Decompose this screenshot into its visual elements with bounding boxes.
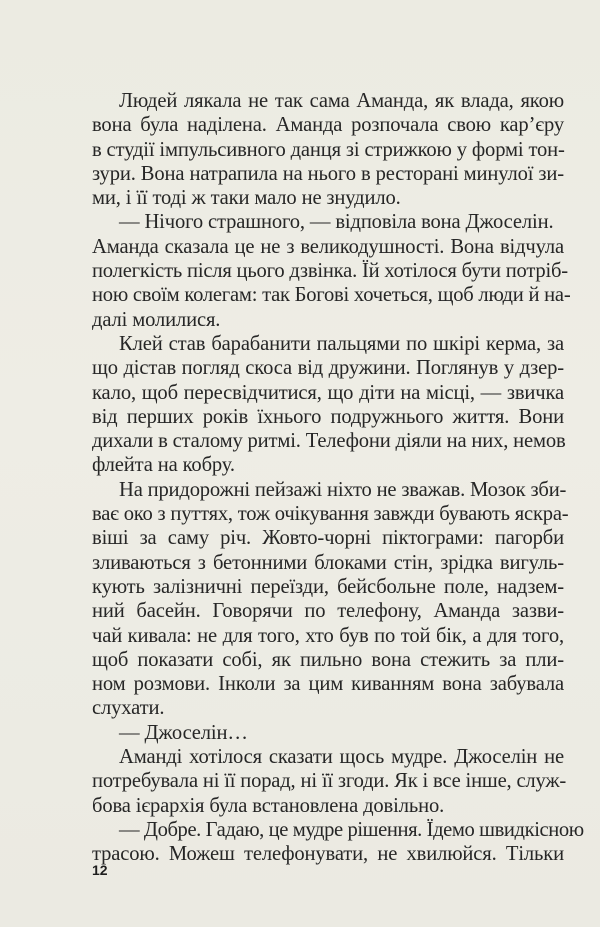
text-line: слухати. [92,697,165,720]
text-line: що дістав погляд скоса від дружини. Поглянув у дзер- [92,357,564,380]
text-line: флейта на кобру. [92,454,235,477]
text-line: кують залізничні переїзди, бейсбольне поле, надзем- [92,575,564,598]
text-line: ною своїм колегам: так Богові хочеться, щоб люди й на- [92,284,571,307]
text-line: ми, і її тоді ж таки мало не знудило. [92,187,401,210]
text-line: — Нічого страшного, — відповіла вона Джоселін. [119,211,554,234]
text-line: чай кивала: не для того, хто був по той бік, а для того, [92,624,564,647]
page-number: 12 [92,862,108,878]
text-line: дихали в сталому ритмі. Телефони діяли на них, немов [92,430,566,453]
text-line: від перших років їхнього подружнього життя. Вони [92,405,564,428]
text-line: кало, щоб пересвідчитися, що діти на місці, — звичка [92,381,564,404]
text-line: На придорожні пейзажі ніхто не зважав. Мозок зби- [119,478,567,501]
text-line: щоб показати собі, як пильно вона стежить за пли- [92,648,564,671]
body-text [92,89,584,867]
text-line: ном розмови. Інколи за цим киванням вона забувала [92,673,564,696]
text-line: ний басейн. Говорячи по телефону, Аманда зазви- [92,600,564,623]
text-line: трасою. Можеш телефонувати, не хвилюйся. Тільки [92,843,564,866]
text-line: Людей лякала не так сама Аманда, як влада, якою [119,90,564,112]
text-line: — Джоселін… [119,721,248,744]
text-line: потребувала ні її порад, ні її згоди. Як і все інше, служ- [92,770,567,793]
text-line: Аманда сказала це не з великодушності. Вона відчула [92,235,564,258]
text-line: далі молилися. [92,308,221,331]
text-line: віші за саму річ. Жовто-чорні піктограми: пагорби [92,527,564,550]
text-line: Аманді хотілося сказати щось мудре. Джоселін не [119,746,564,769]
text-line: полегкість після цього дзвінка. Їй хотілося бути потріб- [92,260,568,283]
text-line: Клей став барабанити пальцями по шкірі керма, за [119,332,564,355]
text-line: в студії імпульсивного данця зі стрижкою у формі тон- [92,138,565,161]
text-line: ває око з путтях, тож очікування завжди бувають яскра- [92,503,569,526]
text-line: зури. Вона натрапила на нього в ресторані минулої зи- [92,162,564,185]
text-line: бова ієрархія була встановлена довільно. [92,794,445,817]
text-line: зливаються з бетонними блоками стін, зрідка вигуль- [92,551,564,574]
text-line: вона була наділена. Аманда розпочала свою кар’єру [92,114,564,137]
text-line: — Добре. Гадаю, це мудре рішення. Їдемо швидкісною [119,818,584,841]
